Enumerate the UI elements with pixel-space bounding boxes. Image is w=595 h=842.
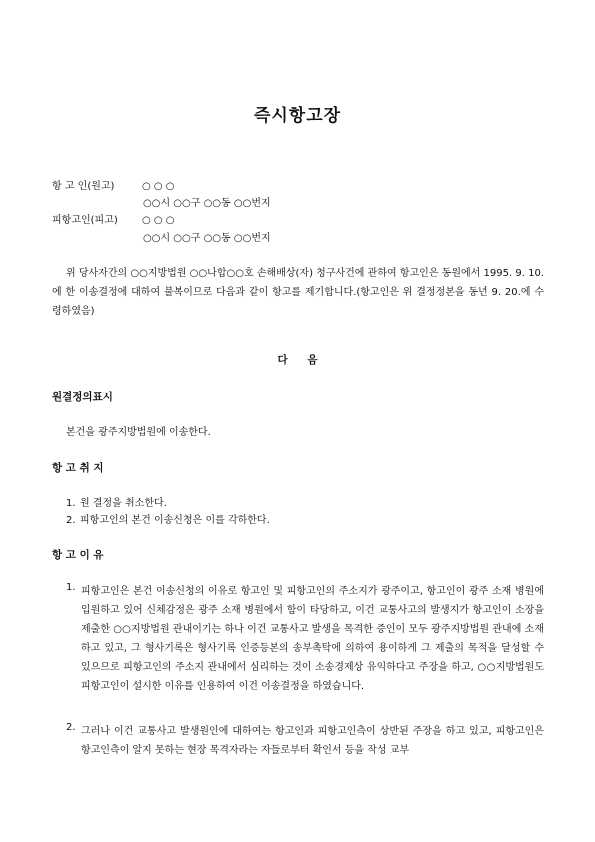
appeal-reasons-heading: 항 고 이 유 [52,549,104,561]
appellant-row [52,178,175,195]
list-item-text: 원 결정을 취소한다. [80,498,167,509]
appeal-reasons-list-continued [66,722,544,760]
appeal-purpose-list [66,495,544,529]
original-decision-text: 본건을 광주지방법원에 이송한다. [66,427,211,438]
intro-paragraph: 위 당사자간의 ○○지방법원 ○○나합○○호 손해배상(자) 청구사건에 관하여 항고인은 동원에서 1995. 9. 10.에 한 이송결정에 대하여 불복이므로 다음과 같이 항고를 제기합니다.(항고인은 위 결정정본을 동년 9. 20.에 수령하였음) [52,268,544,317]
appellee-row [52,212,175,229]
list-item [66,512,544,529]
list-item-text: 피항고인의 본건 이송신청은 이를 각하한다. [80,515,270,526]
list-item-text: 그러나 이건 교통사고 발생원인에 대하여는 항고인과 피항고인측이 상반된 주장을 하고 있고, 피항고인은 항고인측이 알지 못하는 현장 목격자라는 자들로부터 확인서 등을 작성 교부 [81,726,544,756]
list-item-number: 1. [66,582,76,593]
appellee-address: ○○시 ○○구 ○○동 ○○번지 [143,233,271,244]
appeal-purpose-heading: 항 고 취 지 [52,462,104,474]
original-decision-heading: 원결정의표시 [52,391,113,403]
appellant-address: ○○시 ○○구 ○○동 ○○번지 [143,198,271,209]
center-heading: 다 음 [277,354,318,366]
appellee-label: 피항고인(피고) [52,215,118,226]
list-item [66,495,544,512]
list-item-number: 2. [66,515,76,526]
appeal-reasons-list [66,582,544,696]
appellee-name: ○ ○ ○ [142,215,175,226]
list-item-number: 1. [66,498,76,509]
list-item-text: 피항고인은 본건 이송신청의 이유로 항고인 및 피항고인의 주소지가 광주이고, 항고인이 광주 소재 병원에 입원하고 있어 신체감정은 광주 소재 병원에서 함이 타당하고, 이건 교통사고의 발생지가 항고인이 소장을 제출한 ○○지방법원 관내이기는 하나 이건 교통사고 발생을 목격한 증인이 모두 광주지방법원 관내에 소재하고 있고, 그 형사기록은 형사기록 인증등본의 송부촉탁에 의하여 용이하게 그 제출의 목적을 달성할 수 있으므로 피항고인의 주소지 관내에서 심리하는 것이 소송경제상 유익하다고 주장을 하고, ○○지방법원도 피항고인이 설시한 이유를 인용하여 이건 이송결정을 하였습니다. [81,586,544,692]
list-item [66,722,544,760]
list-item [66,582,544,696]
appellant-name: ○ ○ ○ [142,181,175,192]
list-item-number: 2. [66,722,76,733]
appellant-label: 항 고 인(원고) [52,181,115,192]
document-title: 즉시항고장 [253,106,342,126]
